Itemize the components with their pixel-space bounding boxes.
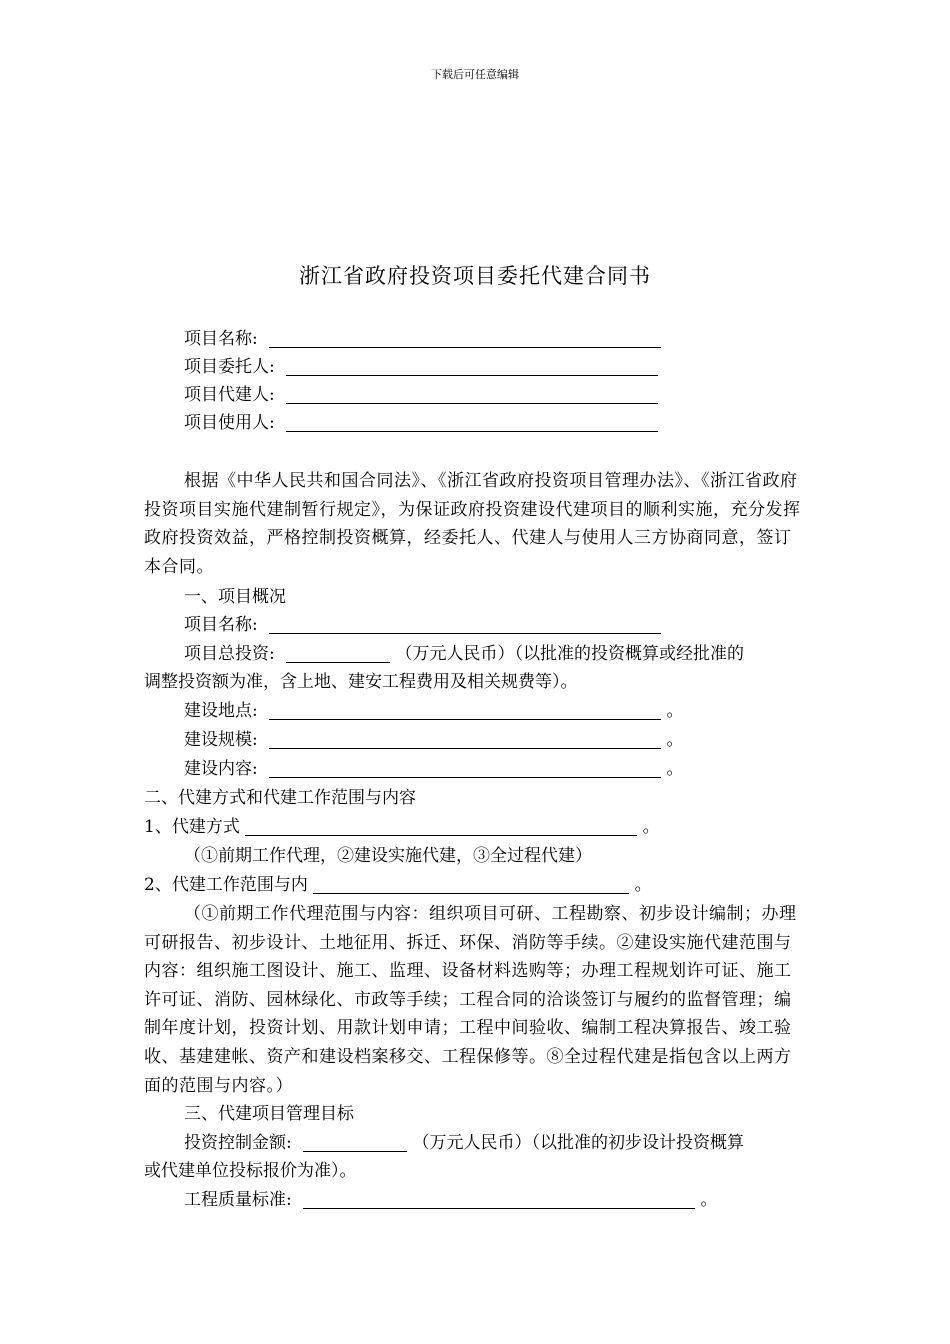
s2-scope-period: 。	[634, 875, 652, 895]
cover-user-field[interactable]	[286, 413, 658, 432]
cover-project-name-row	[184, 328, 661, 350]
s2-mode-field[interactable]	[245, 817, 637, 836]
s2-scope-row	[144, 874, 652, 896]
s1-project-name-field[interactable]	[269, 615, 661, 634]
s1-scale-field[interactable]	[269, 730, 661, 749]
s1-scale-period: 。	[666, 730, 684, 750]
cover-project-name-field[interactable]	[269, 329, 661, 348]
cover-principal-row	[184, 356, 658, 378]
section2-heading: 二、代建方式和代建工作范围与内容	[144, 788, 416, 808]
s1-content-period: 。	[666, 759, 684, 779]
document-title: 浙江省政府投资项目委托代建合同书	[299, 264, 651, 288]
s3-quality-field[interactable]	[303, 1190, 695, 1209]
cover-project-name-label: 项目名称:	[184, 329, 258, 349]
s3-quality-row	[184, 1189, 718, 1211]
s3-invest-note: （万元人民币）（以批准的初步设计投资概算	[412, 1133, 745, 1153]
s2-mode-period: 。	[642, 817, 660, 837]
s1-investment-row	[184, 643, 744, 665]
s3-invest-field[interactable]	[303, 1133, 407, 1152]
s3-invest-row	[184, 1132, 744, 1154]
section3-heading: 三、代建项目管理目标	[184, 1104, 354, 1124]
s1-site-period: 。	[666, 701, 684, 721]
s1-investment-label: 项目总投资:	[184, 644, 275, 664]
cover-user-row	[184, 412, 658, 434]
page-header: 下载后可任意编辑	[431, 68, 519, 81]
cover-agent-field[interactable]	[286, 385, 658, 404]
preamble-paragraph: 根据《中华人民共和国合同法》、《浙江省政府投资项目管理办法》、《浙江省政府投资项目实施代建制暂行规定》，为保证政府投资建设代建项目的顺利实施，充分发挥政府投资效益，严格控制投资概算，经委托人、代建人与使用人三方协商同意，签订本合同。	[144, 471, 801, 577]
s1-project-name-label: 项目名称:	[184, 615, 258, 635]
section1-heading: 一、项目概况	[184, 587, 286, 607]
s1-content-field[interactable]	[269, 759, 661, 778]
s1-project-name-row	[184, 614, 661, 636]
s1-content-row	[184, 758, 684, 780]
s1-investment-note: （万元人民币）（以批准的投资概算或经批准的	[395, 644, 745, 664]
s1-content-label: 建设内容:	[184, 759, 258, 779]
s3-invest-cont: 或代建单位投标报价为准）。	[144, 1161, 357, 1181]
s1-site-row	[184, 700, 684, 722]
s3-invest-label: 投资控制金额:	[184, 1133, 292, 1153]
s1-investment-cont: 调整投资额为准，含上地、建安工程费用及相关规费等）。	[144, 672, 578, 692]
s2-scope-label: 2、代建工作范围与内	[144, 875, 308, 895]
s1-site-field[interactable]	[269, 701, 661, 720]
s2-mode-label: 1、代建方式	[144, 817, 240, 837]
cover-user-label: 项目使用人:	[184, 413, 275, 433]
cover-agent-label: 项目代建人:	[184, 385, 275, 405]
cover-agent-row	[184, 384, 658, 406]
s1-scale-row	[184, 729, 684, 751]
s1-site-label: 建设地点:	[184, 701, 258, 721]
s2-mode-options: （①前期工作代理，②建设实施代建，③全过程代建）	[184, 846, 592, 866]
cover-principal-label: 项目委托人:	[184, 357, 275, 377]
s2-scope-description: （①前期工作代理范围与内容：组织项目可研、工程勘察、初步设计编制；办理可研报告、初步设计、土地征用、拆迁、环保、消防等手续。②建设实施代建范围与内容：组织施工图设计、施工、监理、设备材料选购等；办理工程规划许可证、施工许可证、消防、园林绿化、市政等手续；工程合同的洽谈签订与履约的监督管理；编制年度计划，投资计划、用款计划申请；工程中间验收、编制工程决算报告、竣工验收、基建建帐、资产和建设档案移交、工程保修等。⑧全过程代建是指包含以上两方面的范围与内容。）	[144, 904, 797, 1096]
s2-mode-row	[144, 816, 660, 838]
s1-scale-label: 建设规模:	[184, 730, 258, 750]
s2-scope-field[interactable]	[313, 875, 629, 894]
cover-principal-field[interactable]	[286, 357, 658, 376]
s3-quality-period: 。	[700, 1190, 718, 1210]
s1-investment-field[interactable]	[286, 644, 390, 663]
s3-quality-label: 工程质量标准:	[184, 1190, 292, 1210]
